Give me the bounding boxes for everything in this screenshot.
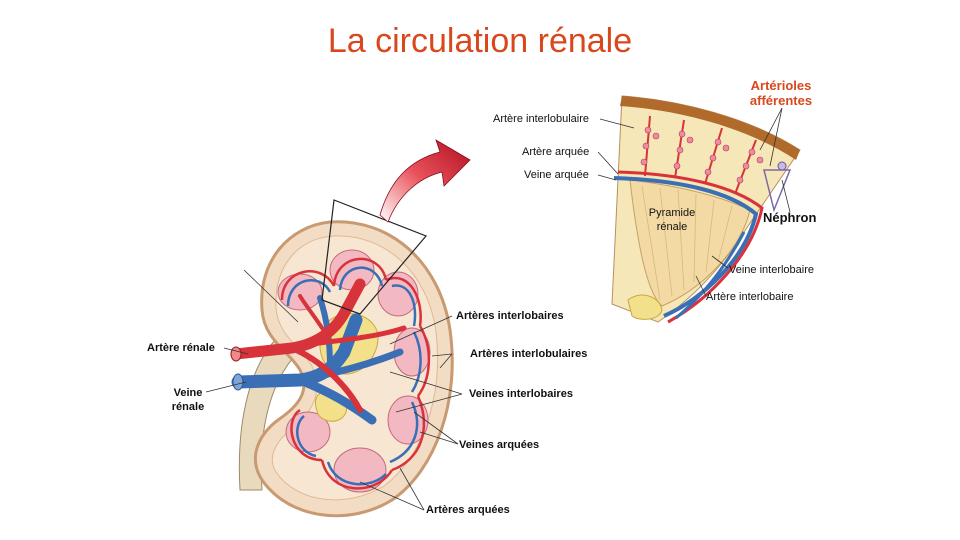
label-artere-interlobulaire: Artère interlobulaire <box>493 113 589 125</box>
label-artere-arquee: Artère arquée <box>522 146 590 158</box>
label-artere-interlobaire: Artère interlobaire <box>706 291 794 303</box>
label-arteres-arquees: Artères arquées <box>426 504 510 516</box>
slide-title: La circulation rénale <box>327 22 633 60</box>
label-arteres-interlobulaires: Artères interlobulaires <box>470 348 588 360</box>
label-arterioles-line2: afférentes <box>749 93 813 108</box>
label-arterioles-afferentes <box>740 78 822 108</box>
label-veines-arquees: Veines arquées <box>459 439 540 451</box>
kidney-illustration <box>231 200 452 516</box>
label-arteres-interlobaires: Artères interlobaires <box>456 310 564 322</box>
label-veine-renale-line2: rénale <box>171 401 205 413</box>
label-artere-renale: Artère rénale <box>147 342 215 354</box>
label-arterioles-line1: Artérioles <box>750 78 812 93</box>
label-veine-interlobaire: Veine interlobaire <box>729 264 815 276</box>
label-pyramide-renale <box>640 206 704 234</box>
label-nephron: Néphron <box>763 210 817 225</box>
label-pyramide-line2: rénale <box>656 221 688 233</box>
label-veines-interlobaires: Veines interlobaires <box>469 388 573 400</box>
label-veine-renale <box>170 386 206 414</box>
label-veine-renale-line1: Veine <box>173 387 203 399</box>
label-veine-arquee: Veine arquée <box>524 169 589 181</box>
label-pyramide-line1: Pyramide <box>648 207 696 219</box>
zoom-arrow-icon <box>380 140 470 222</box>
